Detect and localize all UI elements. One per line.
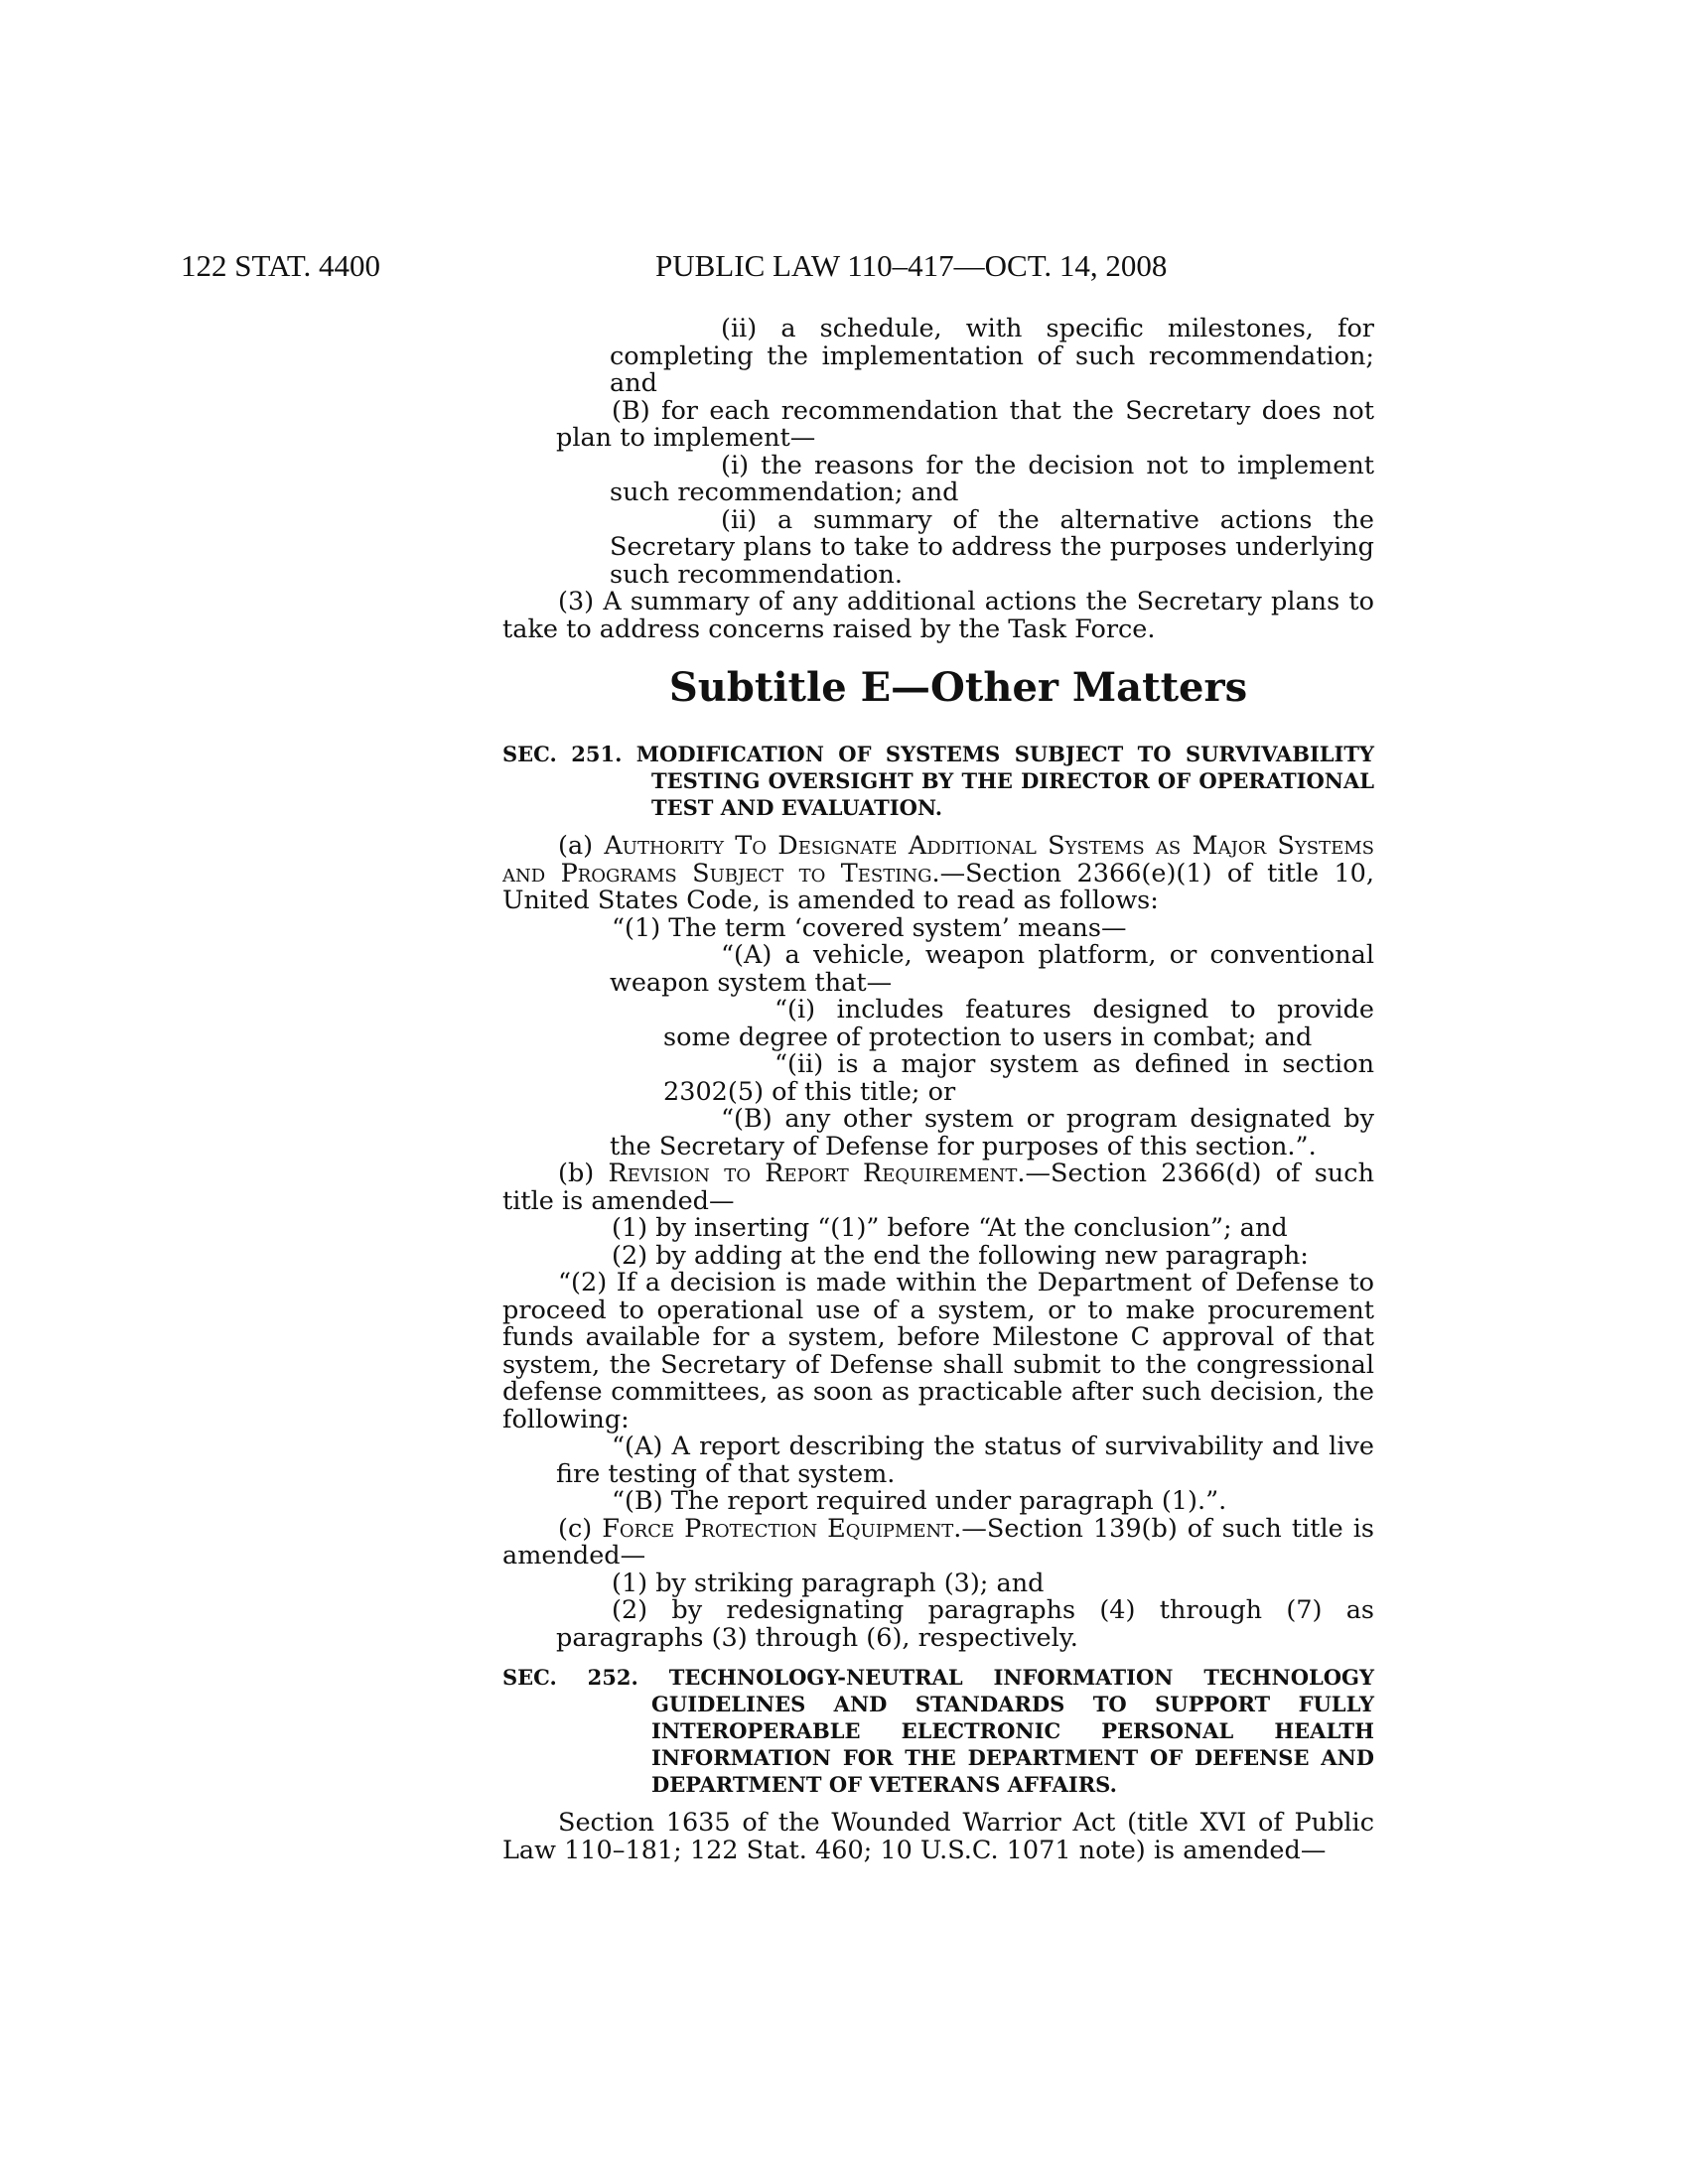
section-251-heading: SEC. 251. MODIFICATION OF SYSTEMS SUBJECT TO SURVIVABILITY TESTING OVERSIGHT BY THE DIRECTOR OF OPERATIONAL TEST AND EVALUATION. <box>502 742 1374 820</box>
subsection-c-label: (c) <box>558 1513 603 1544</box>
quoted-new-paragraph-2: “(2) If a decision is made within the Department of Defense to proceed to operational use of a system, or to make procurement funds available for a system, before Milestone C approval of that system, the Secretary of Defense shall submit to the congressional defense committees, as soon as practicable after such decision, the following: <box>502 1268 1374 1434</box>
subsection-b-paragraph-2: (2) by adding at the end the following new paragraph: <box>612 1240 1309 1271</box>
page-header <box>0 248 1688 288</box>
section-252-heading: SEC. 252. TECHNOLOGY-NEUTRAL INFORMATION TECHNOLOGY GUIDELINES AND STANDARDS TO SUPPORT FULLY INTEROPERABLE ELECTRONIC PERSONAL HEALTH INFORMATION FOR THE DEPARTMENT OF DEFENSE AND DEPARTMENT OF VETERANS AFFAIRS. <box>502 1665 1374 1797</box>
clause-i-reasons: (i) the reasons for the decision not to implement such recommendation; and <box>610 450 1374 507</box>
quoted-subparagraph-b: “(B) any other system or program designated by the Secretary of Defense for purposes of this section.”. <box>610 1104 1374 1161</box>
subtitle-heading: Subtitle E—Other Matters <box>668 664 1248 711</box>
subsection-b-text: .—Section 2366(d) of such title is amended— <box>502 1159 1375 1216</box>
subsection-a-text: .—Section 2366(e)(1) of title 10, United States Code, is amended to read as follows: <box>502 858 1374 915</box>
subsection-c <box>502 1513 1374 1570</box>
paragraph-3-summary: (3) A summary of any additional actions the Secretary plans to take to address concerns raised by the Task Force. <box>502 587 1374 644</box>
subsection-b-caption: Revision to Report Requirement <box>608 1159 1018 1188</box>
stat-page-number: 122 STAT. 4400 <box>181 248 381 283</box>
quoted-clause-i: “(i) includes features designed to provide some degree of protection to users in combat; and <box>663 995 1374 1052</box>
clause-ii-summary: (ii) a summary of the alternative actions the Secretary plans to take to address the purposes underlying such recommendation. <box>610 504 1374 590</box>
subsection-c-text: .—Section 139(b) of such title is amended— <box>502 1513 1374 1570</box>
subsection-c-paragraph-2: (2) by redesignating paragraphs (4) through (7) as paragraphs (3) through (6), respectively. <box>556 1595 1374 1653</box>
quoted-subparagraph-a: “(A) a vehicle, weapon platform, or conventional weapon system that— <box>610 940 1374 998</box>
document-body <box>502 316 1374 1864</box>
subsection-a-label: (a) <box>558 831 605 861</box>
subsection-a <box>502 833 1374 915</box>
subsection-c-caption: Force Protection Equipment <box>602 1513 954 1544</box>
subparagraph-b-not-implement: (B) for each recommendation that the Secretary does not plan to implement— <box>556 395 1374 453</box>
subsection-a-caption: Authority To Designate Additional Systems as Major Systems and Programs Subject to Testing <box>502 831 1374 888</box>
quoted-new-subparagraph-a: “(A) A report describing the status of survivability and live fire testing of that system. <box>556 1432 1374 1489</box>
subsection-b-label: (b) <box>558 1159 609 1188</box>
subsection-b-paragraph-1: (1) by inserting “(1)” before “At the conclusion”; and <box>612 1213 1288 1243</box>
section-252-body: Section 1635 of the Wounded Warrior Act (title XVI of Public Law 110–181; 122 Stat. 460; 10 U.S.C. 1071 note) is amended— <box>502 1808 1374 1865</box>
quoted-paragraph-1: “(1) The term ‘covered system’ means— <box>612 912 1127 943</box>
quoted-new-subparagraph-b: “(B) The report required under paragraph (1).”. <box>612 1486 1227 1516</box>
subsection-c-paragraph-1: (1) by striking paragraph (3); and <box>612 1568 1045 1598</box>
public-law-citation: PUBLIC LAW 110–417—OCT. 14, 2008 <box>655 248 1168 283</box>
quoted-clause-ii: “(ii) is a major system as defined in section 2302(5) of this title; or <box>663 1049 1374 1107</box>
subsection-b <box>502 1160 1374 1215</box>
clause-ii-schedule: (ii) a schedule, with specific milestones, for completing the implementation of such recommendation; and <box>610 314 1374 398</box>
